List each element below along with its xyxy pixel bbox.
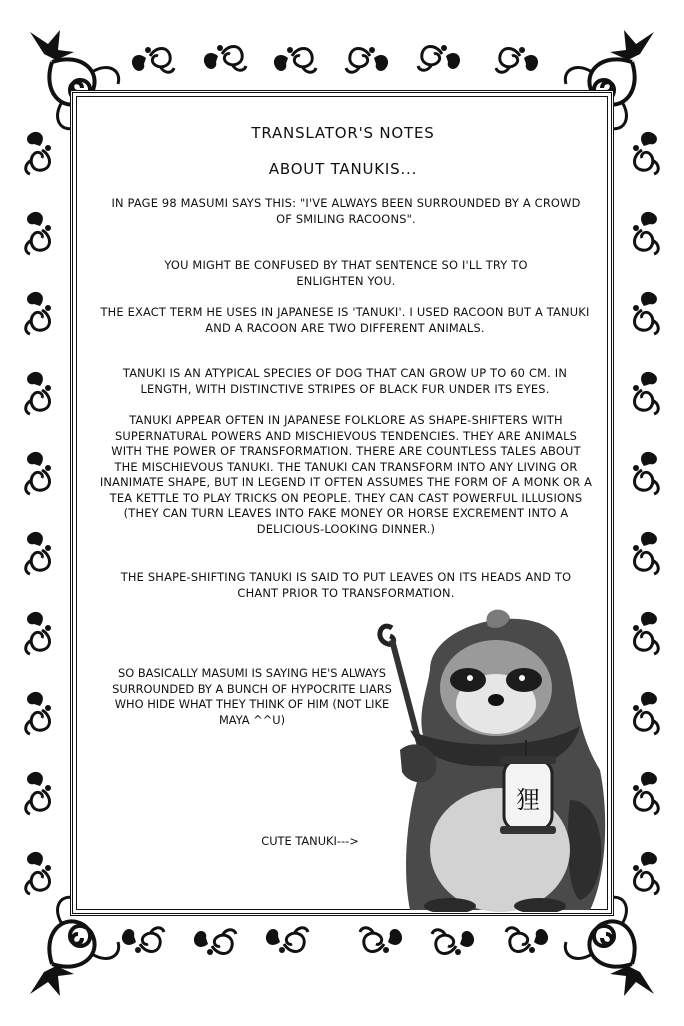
paragraph-2: YOU MIGHT BE CONFUSED BY THAT SENTENCE SO I'LL TRY TO ENLIGHTEN YOU. bbox=[164, 258, 528, 288]
border-ornament-icon bbox=[633, 692, 658, 734]
paragraph-5: TANUKI APPEAR OFTEN IN JAPANESE FOLKLORE AS SHAPE-SHIFTERS WITH SUPERNATURAL POWERS AND MISCHIEVOUS TENDENCIES. THEY ARE ANIMALS WITH THE POWER OF TRANSFORMATION. THERE ARE COUNTLESS TALES ABOUT THE MISCHIEVOUS TANUKI. THE TANUKI CAN TRANSFORM INTO ANY LIVING OR INANIMATE SHAPE, BUT IN LEGEND IT OFTEN ASSUMES THE FORM OF A MONK OR A TEA KETTLE TO PLAY TRICKS ON PEOPLE. THEY CAN CAST POWERFUL ILLUSIONS (THEY CAN TURN LEAVES INTO FAKE MONEY OR HORSE EXCREMENT INTO A DELICIOUS-LOOKING DINNER.) bbox=[99, 413, 593, 536]
border-ornament-icon bbox=[633, 212, 658, 254]
border-ornament-icon bbox=[26, 772, 51, 814]
border-ornament-icon bbox=[26, 132, 51, 174]
border-ornament-icon bbox=[274, 47, 316, 72]
border-ornament-icon bbox=[26, 612, 51, 654]
border-ornament-icon bbox=[418, 45, 460, 70]
border-ornament-icon bbox=[26, 532, 51, 574]
border-ornament-icon bbox=[633, 612, 658, 654]
border-ornament-icon bbox=[360, 928, 402, 953]
illustration-caption: CUTE TANUKI---> bbox=[261, 834, 359, 848]
side-note: SO BASICALLY MASUMI IS SAYING HE'S ALWAYS SURROUNDED BY A BUNCH OF HYPOCRITE LIARS WHO HIDE WHAT THEY THINK OF HIM (NOT LIKE MAYA ^^U) bbox=[112, 666, 392, 727]
border-ornament-icon bbox=[633, 772, 658, 814]
border-ornament-icon bbox=[633, 532, 658, 574]
border-ornament-icon bbox=[204, 45, 246, 70]
border-ornament-icon bbox=[633, 452, 658, 494]
border-ornament-icon bbox=[633, 292, 658, 334]
border-ornament-icon bbox=[26, 852, 51, 894]
border-ornament-icon bbox=[633, 132, 658, 174]
paragraph-1: IN PAGE 98 MASUMI SAYS THIS: "I'VE ALWAYS BEEN SURROUNDED BY A CROWD OF SMILING RACOONS". bbox=[111, 196, 581, 226]
border-ornament-icon bbox=[633, 372, 658, 414]
border-ornament-icon bbox=[633, 852, 658, 894]
border-ornament-icon bbox=[26, 692, 51, 734]
border-ornament-icon bbox=[26, 292, 51, 334]
paragraph-4: TANUKI IS AN ATYPICAL SPECIES OF DOG THAT CAN GROW UP TO 60 CM. IN LENGTH, WITH DISTINCTIVE STRIPES OF BLACK FUR UNDER ITS EYES. bbox=[122, 366, 568, 396]
border-ornament-icon bbox=[122, 928, 164, 953]
border-ornament-icon bbox=[194, 930, 236, 955]
border-ornament-icon bbox=[132, 47, 174, 72]
page-subtitle: ABOUT TANUKIS... bbox=[268, 160, 418, 178]
border-ornament-icon bbox=[266, 928, 308, 953]
paragraph-3: THE EXACT TERM HE USES IN JAPANESE IS 'TANUKI'. I USED RACOON BUT A TANUKI AND A RACOON ARE TWO DIFFERENT ANIMALS. bbox=[100, 305, 590, 335]
border-ornament-icon bbox=[26, 372, 51, 414]
border-ornament-icon bbox=[506, 928, 548, 953]
border-ornament-icon bbox=[26, 212, 51, 254]
lantern-kanji: 狸 bbox=[516, 786, 540, 814]
page-title: TRANSLATOR'S NOTES bbox=[251, 124, 435, 142]
border-ornament-icon bbox=[26, 452, 51, 494]
border-ornament-icon bbox=[346, 47, 388, 72]
border-ornament-icon bbox=[432, 930, 474, 955]
border-ornament-icon bbox=[496, 47, 538, 72]
tanuki-illustration bbox=[370, 600, 610, 912]
paragraph-6: THE SHAPE-SHIFTING TANUKI IS SAID TO PUT LEAVES ON ITS HEADS AND TO CHANT PRIOR TO TRANSFORMATION. bbox=[120, 570, 572, 600]
